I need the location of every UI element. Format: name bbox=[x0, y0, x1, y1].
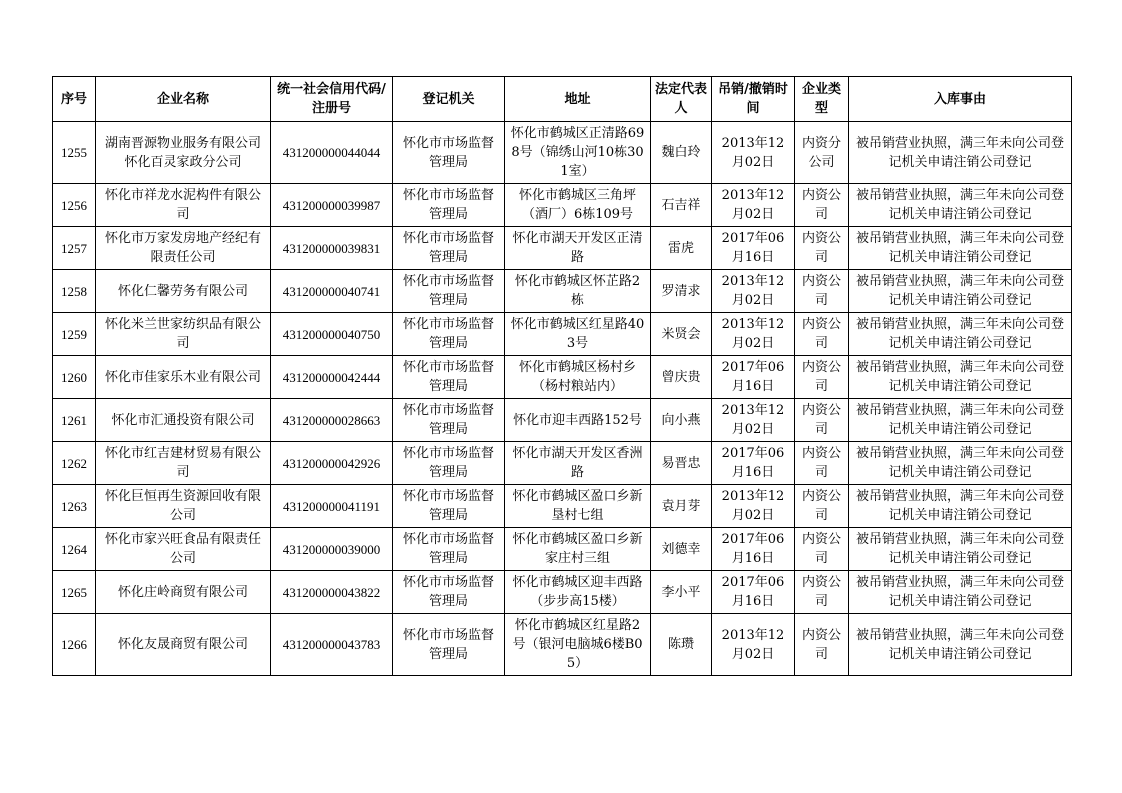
cell-authority: 怀化市市场监督管理局 bbox=[393, 184, 505, 227]
cell-type: 内资公司 bbox=[795, 571, 849, 614]
cell-reason: 被吊销营业执照，满三年未向公司登记机关申请注销公司登记 bbox=[849, 485, 1072, 528]
cell-revoke-time: 2013年12月02日 bbox=[712, 122, 795, 184]
cell-code: 431200000028663 bbox=[271, 399, 393, 442]
cell-name: 怀化市祥龙水泥构件有限公司 bbox=[96, 184, 271, 227]
table-row bbox=[53, 122, 1072, 184]
cell-authority: 怀化市市场监督管理局 bbox=[393, 313, 505, 356]
table-row bbox=[53, 356, 1072, 399]
header-address: 地址 bbox=[505, 77, 651, 122]
cell-code: 431200000044044 bbox=[271, 122, 393, 184]
cell-revoke-time: 2017年06月16日 bbox=[712, 528, 795, 571]
cell-type: 内资公司 bbox=[795, 184, 849, 227]
cell-address: 怀化市湖天开发区香洲路 bbox=[505, 442, 651, 485]
cell-type: 内资分公司 bbox=[795, 122, 849, 184]
cell-address: 怀化市鹤城区盈口乡新家庄村三组 bbox=[505, 528, 651, 571]
cell-reason: 被吊销营业执照，满三年未向公司登记机关申请注销公司登记 bbox=[849, 614, 1072, 676]
cell-revoke-time: 2013年12月02日 bbox=[712, 184, 795, 227]
table-row bbox=[53, 442, 1072, 485]
cell-name: 怀化庄岭商贸有限公司 bbox=[96, 571, 271, 614]
cell-authority: 怀化市市场监督管理局 bbox=[393, 571, 505, 614]
cell-address: 怀化市迎丰西路152号 bbox=[505, 399, 651, 442]
cell-seq: 1265 bbox=[53, 571, 96, 614]
table-row bbox=[53, 528, 1072, 571]
header-seq: 序号 bbox=[53, 77, 96, 122]
cell-name: 怀化市佳家乐木业有限公司 bbox=[96, 356, 271, 399]
cell-seq: 1263 bbox=[53, 485, 96, 528]
cell-type: 内资公司 bbox=[795, 442, 849, 485]
cell-code: 431200000042926 bbox=[271, 442, 393, 485]
cell-seq: 1266 bbox=[53, 614, 96, 676]
cell-revoke-time: 2013年12月02日 bbox=[712, 614, 795, 676]
cell-revoke-time: 2013年12月02日 bbox=[712, 485, 795, 528]
cell-revoke-time: 2017年06月16日 bbox=[712, 356, 795, 399]
table-row bbox=[53, 270, 1072, 313]
cell-authority: 怀化市市场监督管理局 bbox=[393, 528, 505, 571]
cell-name: 怀化市汇通投资有限公司 bbox=[96, 399, 271, 442]
cell-type: 内资公司 bbox=[795, 227, 849, 270]
cell-rep: 向小燕 bbox=[651, 399, 712, 442]
cell-rep: 石吉祥 bbox=[651, 184, 712, 227]
cell-code: 431200000039831 bbox=[271, 227, 393, 270]
cell-revoke-time: 2013年12月02日 bbox=[712, 399, 795, 442]
cell-seq: 1258 bbox=[53, 270, 96, 313]
cell-authority: 怀化市市场监督管理局 bbox=[393, 442, 505, 485]
cell-code: 431200000043822 bbox=[271, 571, 393, 614]
cell-type: 内资公司 bbox=[795, 313, 849, 356]
cell-name: 怀化市家兴旺食品有限责任公司 bbox=[96, 528, 271, 571]
cell-address: 怀化市湖天开发区正清路 bbox=[505, 227, 651, 270]
table-body bbox=[53, 122, 1072, 676]
cell-code: 431200000043783 bbox=[271, 614, 393, 676]
header-rep: 法定代表人 bbox=[651, 77, 712, 122]
table-row bbox=[53, 485, 1072, 528]
cell-address: 怀化市鹤城区红星路403号 bbox=[505, 313, 651, 356]
cell-address: 怀化市鹤城区杨村乡（杨村粮站内） bbox=[505, 356, 651, 399]
header-code: 统一社会信用代码/注册号 bbox=[271, 77, 393, 122]
cell-address: 怀化市鹤城区盈口乡新垦村七组 bbox=[505, 485, 651, 528]
cell-revoke-time: 2013年12月02日 bbox=[712, 270, 795, 313]
cell-rep: 李小平 bbox=[651, 571, 712, 614]
cell-authority: 怀化市市场监督管理局 bbox=[393, 614, 505, 676]
cell-name: 湖南晋源物业服务有限公司怀化百灵家政分公司 bbox=[96, 122, 271, 184]
cell-reason: 被吊销营业执照，满三年未向公司登记机关申请注销公司登记 bbox=[849, 184, 1072, 227]
header-authority: 登记机关 bbox=[393, 77, 505, 122]
cell-address: 怀化市鹤城区迎丰西路（步步高15楼） bbox=[505, 571, 651, 614]
cell-seq: 1262 bbox=[53, 442, 96, 485]
cell-address: 怀化市鹤城区红星路2号（银河电脑城6楼B05） bbox=[505, 614, 651, 676]
cell-revoke-time: 2017年06月16日 bbox=[712, 227, 795, 270]
cell-address: 怀化市鹤城区三角坪（酒厂）6栋109号 bbox=[505, 184, 651, 227]
cell-seq: 1264 bbox=[53, 528, 96, 571]
table-header-row bbox=[53, 77, 1072, 122]
cell-type: 内资公司 bbox=[795, 356, 849, 399]
cell-authority: 怀化市市场监督管理局 bbox=[393, 399, 505, 442]
cell-seq: 1256 bbox=[53, 184, 96, 227]
cell-reason: 被吊销营业执照，满三年未向公司登记机关申请注销公司登记 bbox=[849, 571, 1072, 614]
cell-revoke-time: 2017年06月16日 bbox=[712, 442, 795, 485]
cell-authority: 怀化市市场监督管理局 bbox=[393, 122, 505, 184]
cell-code: 431200000040750 bbox=[271, 313, 393, 356]
cell-rep: 曾庆贵 bbox=[651, 356, 712, 399]
table-row bbox=[53, 399, 1072, 442]
cell-seq: 1257 bbox=[53, 227, 96, 270]
cell-reason: 被吊销营业执照，满三年未向公司登记机关申请注销公司登记 bbox=[849, 227, 1072, 270]
cell-rep: 袁月芽 bbox=[651, 485, 712, 528]
header-type: 企业类型 bbox=[795, 77, 849, 122]
cell-reason: 被吊销营业执照，满三年未向公司登记机关申请注销公司登记 bbox=[849, 313, 1072, 356]
table-row bbox=[53, 571, 1072, 614]
cell-name: 怀化米兰世家纺织品有限公司 bbox=[96, 313, 271, 356]
cell-reason: 被吊销营业执照，满三年未向公司登记机关申请注销公司登记 bbox=[849, 270, 1072, 313]
cell-rep: 罗清求 bbox=[651, 270, 712, 313]
cell-type: 内资公司 bbox=[795, 485, 849, 528]
cell-reason: 被吊销营业执照，满三年未向公司登记机关申请注销公司登记 bbox=[849, 399, 1072, 442]
header-revoke-time: 吊销/撤销时间 bbox=[712, 77, 795, 122]
cell-code: 431200000040741 bbox=[271, 270, 393, 313]
cell-authority: 怀化市市场监督管理局 bbox=[393, 270, 505, 313]
cell-name: 怀化巨恒再生资源回收有限公司 bbox=[96, 485, 271, 528]
cell-seq: 1259 bbox=[53, 313, 96, 356]
cell-type: 内资公司 bbox=[795, 399, 849, 442]
cell-rep: 陈瓒 bbox=[651, 614, 712, 676]
cell-reason: 被吊销营业执照，满三年未向公司登记机关申请注销公司登记 bbox=[849, 528, 1072, 571]
cell-authority: 怀化市市场监督管理局 bbox=[393, 356, 505, 399]
cell-name: 怀化仁馨劳务有限公司 bbox=[96, 270, 271, 313]
cell-type: 内资公司 bbox=[795, 270, 849, 313]
cell-name: 怀化友晟商贸有限公司 bbox=[96, 614, 271, 676]
cell-name: 怀化市红吉建材贸易有限公司 bbox=[96, 442, 271, 485]
cell-rep: 易晋忠 bbox=[651, 442, 712, 485]
table-row bbox=[53, 614, 1072, 676]
cell-rep: 魏白玲 bbox=[651, 122, 712, 184]
cell-rep: 刘德幸 bbox=[651, 528, 712, 571]
table-row bbox=[53, 313, 1072, 356]
header-name: 企业名称 bbox=[96, 77, 271, 122]
cell-reason: 被吊销营业执照，满三年未向公司登记机关申请注销公司登记 bbox=[849, 356, 1072, 399]
header-reason: 入库事由 bbox=[849, 77, 1072, 122]
cell-address: 怀化市鹤城区怀芷路2栋 bbox=[505, 270, 651, 313]
cell-rep: 雷虎 bbox=[651, 227, 712, 270]
cell-revoke-time: 2013年12月02日 bbox=[712, 313, 795, 356]
table-row bbox=[53, 227, 1072, 270]
cell-code: 431200000039000 bbox=[271, 528, 393, 571]
cell-address: 怀化市鹤城区正清路698号（锦绣山河10栋301室） bbox=[505, 122, 651, 184]
cell-name: 怀化市万家发房地产经纪有限责任公司 bbox=[96, 227, 271, 270]
cell-code: 431200000042444 bbox=[271, 356, 393, 399]
cell-authority: 怀化市市场监督管理局 bbox=[393, 227, 505, 270]
cell-reason: 被吊销营业执照，满三年未向公司登记机关申请注销公司登记 bbox=[849, 122, 1072, 184]
cell-seq: 1260 bbox=[53, 356, 96, 399]
enterprise-table bbox=[52, 76, 1072, 676]
cell-rep: 米贤会 bbox=[651, 313, 712, 356]
cell-type: 内资公司 bbox=[795, 614, 849, 676]
cell-authority: 怀化市市场监督管理局 bbox=[393, 485, 505, 528]
table-row bbox=[53, 184, 1072, 227]
cell-seq: 1255 bbox=[53, 122, 96, 184]
cell-code: 431200000039987 bbox=[271, 184, 393, 227]
cell-seq: 1261 bbox=[53, 399, 96, 442]
cell-code: 431200000041191 bbox=[271, 485, 393, 528]
cell-type: 内资公司 bbox=[795, 528, 849, 571]
cell-revoke-time: 2017年06月16日 bbox=[712, 571, 795, 614]
cell-reason: 被吊销营业执照，满三年未向公司登记机关申请注销公司登记 bbox=[849, 442, 1072, 485]
